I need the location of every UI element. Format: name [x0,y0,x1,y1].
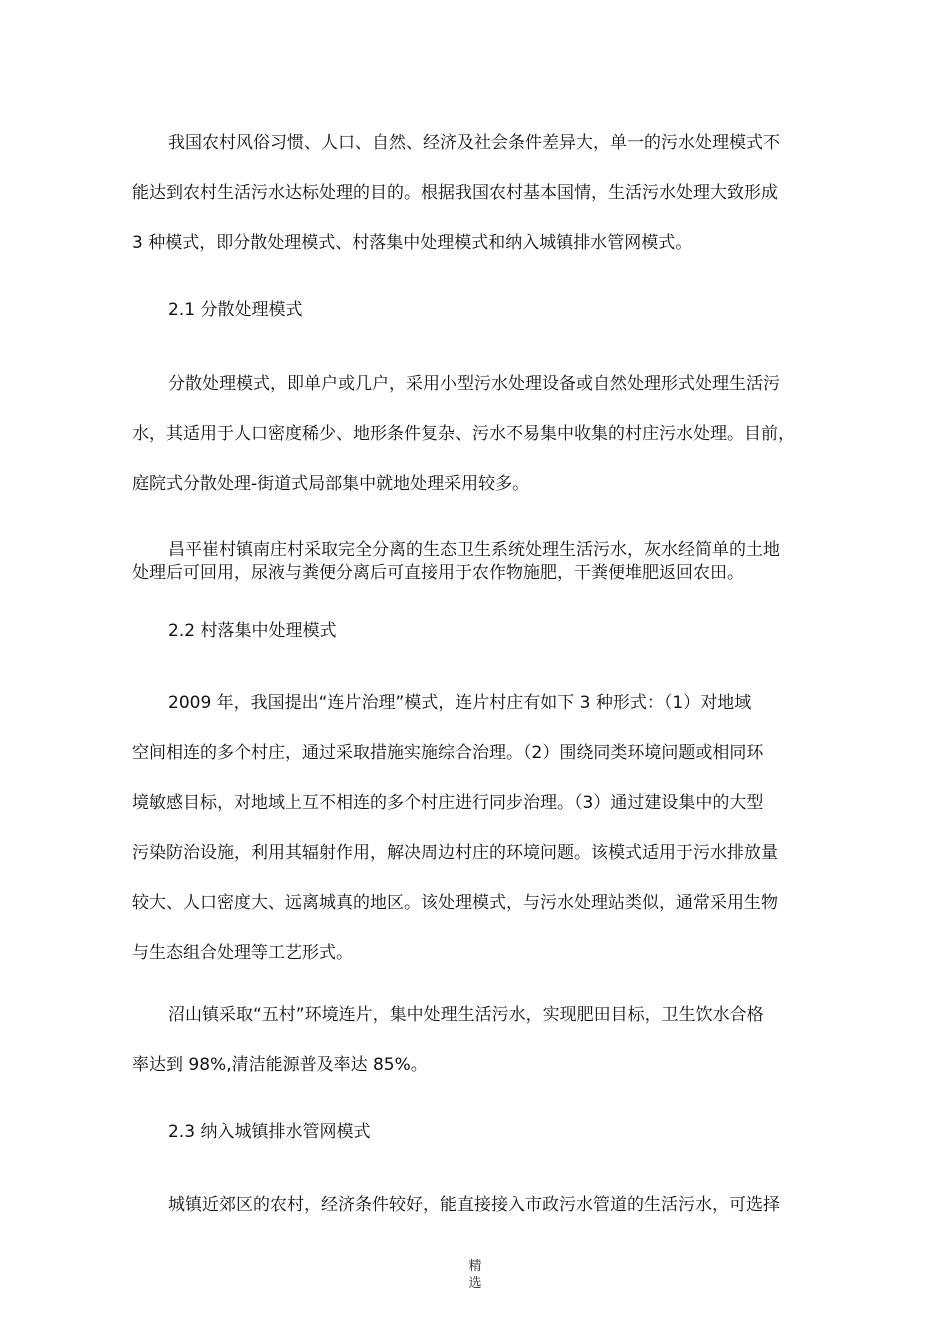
paragraph-line: 庭院式分散处理-街道式局部集中就地处理采用较多。 [132,474,530,494]
paragraph-line: 率达到 98%,清洁能源普及率达 85%。 [132,1055,428,1075]
paragraph-line: 处理后可回用，尿液与粪便分离后可直接用于农作物施肥，干粪便堆肥返回农田。 [132,563,744,583]
page-footer [465,1258,485,1292]
paragraph-line: 分散处理模式，即单户或几户，采用小型污水处理设备或自然处理形式处理生活污 [168,374,780,394]
paragraph-line: 较大、人口密度大、远离城真的地区。该处理模式，与污水处理站类似，通常采用生物 [132,893,778,913]
paragraph-line: 空间相连的多个村庄，通过采取措施实施综合治理。（2）围绕同类环境问题或相同环 [132,743,764,763]
paragraph-line: 境敏感目标，对地域上互不相连的多个村庄进行同步治理。（3）通过建设集中的大型 [132,793,764,813]
paragraph-line: 昌平崔村镇南庄村采取完全分离的生态卫生系统处理生活污水，灰水经简单的土地 [168,540,780,560]
footer-char: 选 [468,1276,482,1291]
paragraph-line: 沼山镇采取“五村”环境连片，集中处理生活污水，实现肥田目标，卫生饮水合格 [168,1005,764,1025]
paragraph-line: 城镇近郊区的农村，经济条件较好，能直接接入市政污水管道的生活污水，可选择 [168,1195,780,1215]
paragraph-line: 3 种模式，即分散处理模式、村落集中处理模式和纳入城镇排水管网模式。 [132,233,693,253]
paragraph-line: 水，其适用于人口密度稀少、地形条件复杂、污水不易集中收集的村庄污水处理。目前， [132,424,795,444]
paragraph-line: 能达到农村生活污水达标处理的目的。根据我国农村基本国情，生活污水处理大致形成 [132,183,778,203]
section-heading-2-1: 2.1 分散处理模式 [168,300,303,320]
paragraph-line: 2009 年，我国提出“连片治理”模式，连片村庄有如下 3 种形式：（1）对地域 [168,693,752,713]
paragraph-line: 与生态组合处理等工艺形式。 [132,943,353,963]
section-heading-2-2: 2.2 村落集中处理模式 [168,621,337,641]
footer-char: 精 [468,1259,482,1274]
section-heading-2-3: 2.3 纳入城镇排水管网模式 [168,1122,371,1142]
paragraph-line: 污染防治设施，利用其辐射作用，解决周边村庄的环境问题。该模式适用于污水排放量 [132,843,778,863]
paragraph-line: 我国农村风俗习惯、人口、自然、经济及社会条件差异大，单一的污水处理模式不 [168,133,780,153]
